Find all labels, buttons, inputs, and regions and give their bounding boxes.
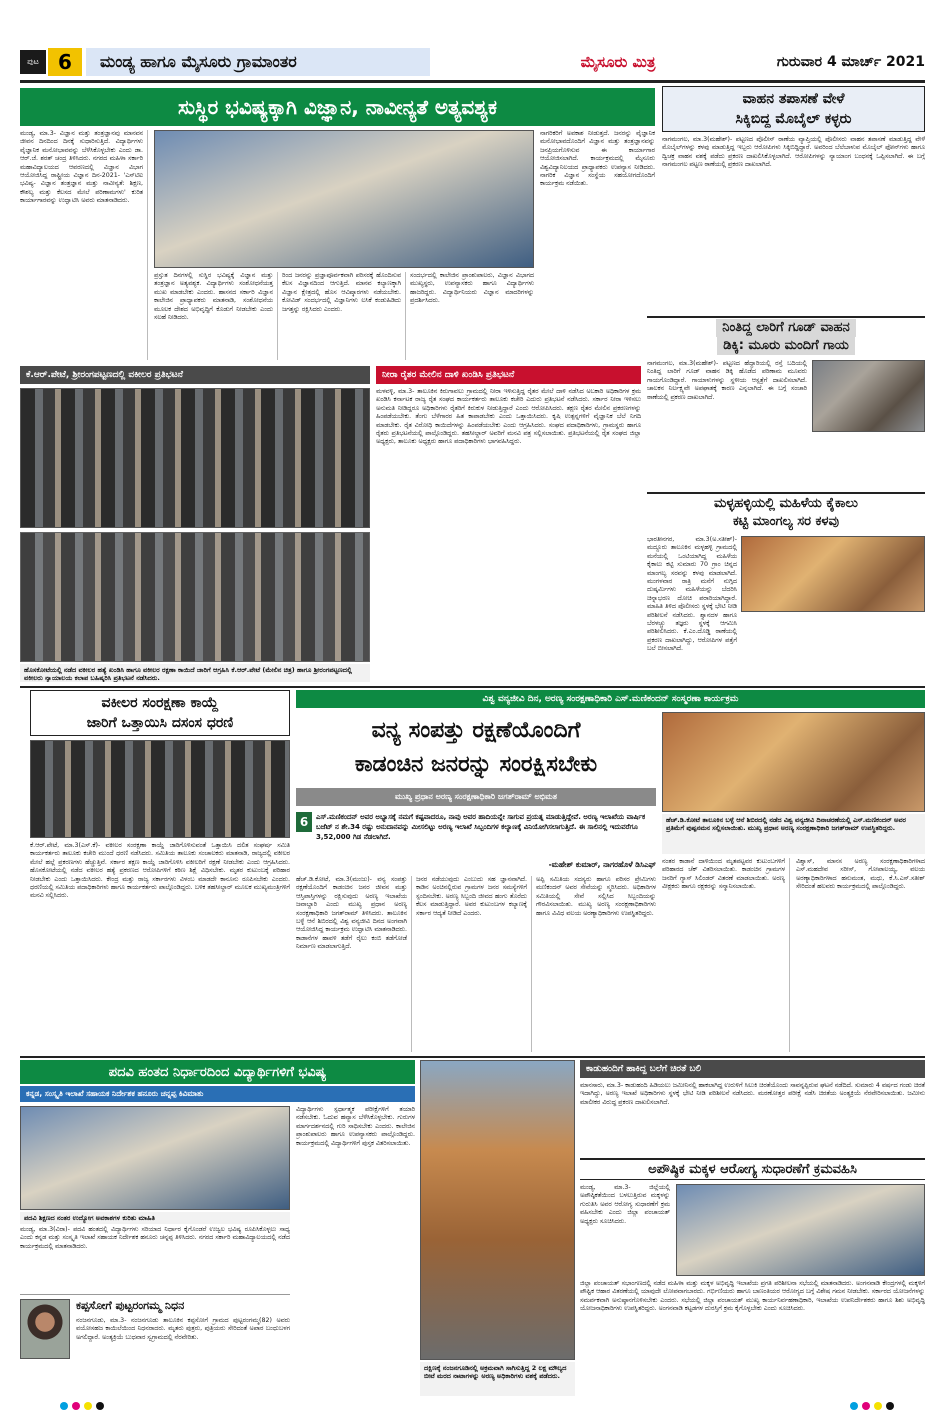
lead-body-col4: ಸಂದರ್ಭದಲ್ಲಿ ಕಾಲೇಜಿನ ಪ್ರಾಂಶುಪಾಲರು, ವಿಜ್ಞಾನ ವಿಭಾಗದ ಮುಖ್ಯಸ್ಥರು, ಉಪನ್ಯಾಸಕರು ಹಾಗೂ ವಿದ್ಯಾರ್ಥಿಗಳು ಹಾಜರಿದ್ದರು. ವಿದ್ಯಾರ್ಥಿನಿಯರು ವಿಜ್ಞಾನ ಮಾದರಿಗಳನ್ನು ಪ್ರದರ್ಶಿಸಿದರು. bbox=[410, 272, 534, 305]
nutrition-body-left: ಮಂಡ್ಯ, ಮಾ.3- ಜಿಲ್ಲೆಯಲ್ಲಿ ಅಪೌಷ್ಠಿಕತೆಯಿಂದ ಬಳಲುತ್ತಿರುವ ಮಕ್ಕಳನ್ನು ಗುರುತಿಸಿ ಅವರ ಆರೋಗ್ಯ ಸುಧಾರಣೆಗೆ ಕ್ರಮ ವಹಿಸಬೇಕು ಎಂದು ಜಿಲ್ಲಾ ಪಂಚಾಯತ್ ಅಧ್ಯಕ್ಷರು ಸೂಚಿಸಿದರು. bbox=[580, 1184, 670, 1225]
goods-vehicle-headline-line1: ನಿಂತಿದ್ದ ಲಾರಿಗೆ ಗೂಡ್ ವಾಹನ bbox=[716, 319, 855, 337]
lawyers-dharna-photo bbox=[30, 740, 290, 838]
page-label: ಪುಟ bbox=[20, 50, 46, 74]
wildlife-quote: ಎಸ್.ಮಣಿಕಂದನ್ ಅವರ ಅಭ್ಯಾಸಕ್ಕೆ ನಮಗೆ ಕಷ್ಟವಾದರೂ, ನಾವು ಅವರ ಹಾದಿಯನ್ನೇ ಸಾಗುವ ಪ್ರಯತ್ನ ಮಾಡುತ್ತಿದ್ದೇವೆ. ಅರಣ್ಯ ಇಲಾಖೆಯ ವಾರ್ಷಿಕ ಬಜೆಟ್ ನ ಶೇ.34 ರಷ್ಟು ಅನುದಾನವನ್ನು ಮೀಸಲಿಟ್ಟು ಅರಣ್ಯ ಇಲಾಖೆ ಸಿಬ್ಬಂದಿಗಳ ಕಲ್ಯಾಣಕ್ಕೆ ವಿನಿಯೋಗಿಸಲಾಗುತ್ತಿದೆ. ಈ ಸಾಲಿನಲ್ಲಿ ಇದುವರೆಗೂ 3,52,000 ಗಿಡ ನೆಡಲಾಗಿದೆ. bbox=[316, 813, 646, 841]
page-number: 6 bbox=[48, 48, 82, 76]
students-body-right: ವಿದ್ಯಾರ್ಥಿಗಳು ಸ್ಪರ್ಧಾತ್ಮಕ ಪರೀಕ್ಷೆಗಳಿಗೆ ತಯಾರಿ ನಡೆಸಬೇಕು. ಓದುವ ಹವ್ಯಾಸ ಬೆಳೆಸಿಕೊಳ್ಳಬೇಕು. ಗುರುಗಳ ಮಾರ್ಗದರ್ಶನದಲ್ಲಿ ಗುರಿ ಸಾಧಿಸಬೇಕು ಎಂದರು. ಕಾಲೇಜಿನ ಪ್ರಾಂಶುಪಾಲರು ಹಾಗೂ ಉಪನ್ಯಾಸಕರು ಪಾಲ್ಗೊಂಡಿದ್ದರು. ಕಾರ್ಯಕ್ರಮದಲ್ಲಿ ವಿದ್ಯಾರ್ಥಿಗಳಿಗೆ ಪುಸ್ತಕ ವಿತರಿಸಲಾಯಿತು. bbox=[296, 1106, 415, 1147]
registration-mark-magenta bbox=[72, 1402, 80, 1410]
registration-mark-magenta-2 bbox=[862, 1402, 870, 1410]
wildlife-byline: -ಮಹೇಶ್ ಕುಮಾರ್, ನಾಗರಹೊಳೆ ಡಿಸಿಎಫ್ bbox=[548, 860, 656, 869]
students-photo-caption: ಪದವಿ ಶಿಕ್ಷಣದ ನಂತರ ಉದ್ಯೋಗ ಅವಕಾಶಗಳ ಕುರಿತು ಮಾಹಿತಿ bbox=[20, 1212, 290, 1224]
farmers-protest-label: ನೀರಾ ರೈತರ ಮೇಲಿನ ದಾಳಿ ಖಂಡಿಸಿ ಪ್ರತಿಭಟನೆ bbox=[376, 366, 641, 384]
students-subhead: ಕನ್ನಡ, ಸಂಸ್ಕೃತಿ ಇಲಾಖೆ ಸಹಾಯಕ ನಿರ್ದೇಶಕ ಹನೂರು ಚನ್ನಪ್ಪ ಕಿವಿಮಾತು bbox=[20, 1086, 415, 1102]
wildlife-photo bbox=[662, 712, 925, 812]
timber-caption: ದಕ್ಷಿಣಕ್ಕೆ ನಂಜನಗೂಡಿನಲ್ಲಿ ಅಕ್ರಮವಾಗಿ ಸಾಗಿಸುತ್ತಿದ್ದ 2 ಲಕ್ಷ ಮೌಲ್ಯದ ಬೀಟೆ ಮರದ ನಾಟಾಗಳನ್ನು ಅರಣ್ಯ ಅಧಿಕಾರಿಗಳು ವಶಕ್ಕೆ ಪಡೆದರು. bbox=[420, 1362, 575, 1396]
wildlife-body-col2: ಜನರ ನಡೆಯುವುದು ಎಂಬುದು ಸಹ ಜ್ಞಾನವಾಗಿದೆ. ಕಾಡಿನ ಅಂಚಿನಲ್ಲಿರುವ ಗ್ರಾಮಗಳ ಜನರ ಸಮಸ್ಯೆಗಳಿಗೆ ಸ್ಪಂದಿಸಬೇಕು. ಅರಣ್ಯ ಸಿಬ್ಬಂದಿ ಜೀವದ ಹಂಗು ತೊರೆದು ಕೆಲಸ ಮಾಡುತ್ತಿದ್ದಾರೆ. ಅವರ ಕುಟುಂಬಗಳ ಕಲ್ಯಾಣಕ್ಕೆ ಸರ್ಕಾರ ಆದ್ಯತೆ ನೀಡಿದೆ ಎಂದರು. bbox=[416, 876, 532, 1052]
registration-mark-black-2 bbox=[886, 1402, 894, 1410]
section-title: ಮಂಡ್ಯ ಹಾಗೂ ಮೈಸೂರು ಗ್ರಾಮಾಂತರ bbox=[86, 48, 430, 76]
goods-vehicle-body: ನಾಗಮಂಗಲ, ಮಾ.3(ಮಹೇಶ್)- ಪಟ್ಟಣದ ಹೆದ್ದಾರಿಯಲ್ಲಿ ರಸ್ತೆ ಬದಿಯಲ್ಲಿ ನಿಂತಿದ್ದ ಲಾರಿಗೆ ಗೂಡ್ ವಾಹನ ಡಿಕ್ಕಿ ಹೊಡೆದ ಪರಿಣಾಮ ಮೂವರು ಗಾಯಗೊಂಡಿದ್ದಾರೆ. ಗಾಯಾಳುಗಳನ್ನು ಸ್ಥಳೀಯ ಆಸ್ಪತ್ರೆಗೆ ದಾಖಲಿಸಲಾಗಿದೆ. ಚಾಲಕನ ನಿರ್ಲಕ್ಷ್ಯವೇ ಅಪಘಾತಕ್ಕೆ ಕಾರಣ ಎನ್ನಲಾಗಿದೆ. ಈ ಬಗ್ಗೆ ಸಂಚಾರಿ ಠಾಣೆಯಲ್ಲಿ ಪ್ರಕರಣ ದಾಖಲಾಗಿದೆ. bbox=[647, 360, 807, 401]
wildlife-body-col1: ಹೆಚ್.ಡಿ.ಕೋಟೆ, ಮಾ.3(ಮಂಜು)- ವನ್ಯ ಸಂಪತ್ತು ರಕ್ಷಣೆಯೊಂದಿಗೆ ಕಾಡಂಚಿನ ಜನರ ಜೀವನ ಮತ್ತು ಆಸ್ತಿಪಾಸ್ತಿಗಳನ್ನು ರಕ್ಷಿಸುವುದು ಅರಣ್ಯ ಇಲಾಖೆಯ ಜವಾಬ್ದಾರಿ ಎಂದು ಮುಖ್ಯ ಪ್ರಧಾನ ಅರಣ್ಯ ಸಂರಕ್ಷಣಾಧಿಕಾರಿ ಜಗತ್‌ರಾಮ್ ತಿಳಿಸಿದರು. ತಾಲೂಕಿನ ಬಳ್ಳೆ ಆನೆ ಶಿಬಿರದಲ್ಲಿ ವಿಶ್ವ ವನ್ಯಜೀವಿ ದಿನದ ಅಂಗವಾಗಿ ಆಯೋಜಿಸಿದ್ದ ಕಾರ್ಯಕ್ರಮ ಉದ್ಘಾಟಿಸಿ ಮಾತನಾಡಿದರು. ಕಾಡಾನೆಗಳ ಹಾವಳಿ ತಡೆಗೆ ರೈಲು ಕಂಬಿ ತಡೆಗೋಡೆ ನಿರ್ಮಾಣ ಮಾಡಲಾಗುತ್ತಿದೆ. bbox=[296, 876, 412, 1052]
masthead-logo: ಮೈಸೂರು ಮಿತ್ರ bbox=[580, 53, 656, 71]
lawyers-protest-caption: ಹೊಸಕೋಟೆಯಲ್ಲಿ ನಡೆದ ವಕೀಲರ ಹತ್ಯೆ ಖಂಡಿಸಿ ಹಾಗೂ ವಕೀಲರ ರಕ್ಷಣಾ ಕಾಯಿದೆ ಜಾರಿಗೆ ಆಗ್ರಹಿಸಿ ಕೆ.ಆರ್.ಪೇಟೆ (ಮೇಲಿನ ಚಿತ್ರ) ಹಾಗೂ ಶ್ರೀರಂಗಪಟ್ಟಣದಲ್ಲಿ ವಕೀಲರು ನ್ಯಾಯಾಲಯ ಕಲಾಪ ಬಹಿಷ್ಕರಿಸಿ ಪ್ರತಿಭಟನೆ ನಡೆಸಿದರು. bbox=[20, 664, 370, 682]
accident-photo bbox=[812, 360, 925, 432]
lawyers-protest-label: ಕೆ.ಆರ್.ಪೇಟೆ, ಶ್ರೀರಂಗಪಟ್ಟಣದಲ್ಲಿ ವಕೀಲರ ಪ್ರತಿಭಟನೆ bbox=[20, 366, 370, 384]
lawyers-dharna-body: ಕೆ.ಆರ್.ಪೇಟೆ, ಮಾ.3(ಎಸ್.ಕೆ)- ವಕೀಲರ ಸಂರಕ್ಷಣಾ ಕಾಯ್ದೆ ಜಾರಿಗೊಳಿಸುವಂತೆ ಒತ್ತಾಯಿಸಿ ದಲಿತ ಸಂಘರ್ಷ ಸಮಿತಿ ಕಾರ್ಯಕರ್ತರು ತಾಲೂಕು ಕಚೇರಿ ಮುಂದೆ ಧರಣಿ ನಡೆಸಿದರು. ಸಮಿತಿಯ ತಾಲೂಕು ಸಂಚಾಲಕರು ಮಾತನಾಡಿ, ರಾಜ್ಯದಲ್ಲಿ ವಕೀಲರ ಮೇಲೆ ಹಲ್ಲೆ ಪ್ರಕರಣಗಳು ಹೆಚ್ಚುತ್ತಿವೆ. ಸರ್ಕಾರ ತಕ್ಷಣ ಕಾಯ್ದೆ ಜಾರಿಗೊಳಿಸಿ ವಕೀಲರಿಗೆ ರಕ್ಷಣೆ ನೀಡಬೇಕು ಎಂದು ಆಗ್ರಹಿಸಿದರು. ಹೊಸಕೋಟೆಯಲ್ಲಿ ನಡೆದ ವಕೀಲರ ಹತ್ಯೆ ಪ್ರಕರಣದ ಆರೋಪಿಗಳಿಗೆ ಕಠಿಣ ಶಿಕ್ಷೆ ವಿಧಿಸಬೇಕು. ಮೃತರ ಕುಟುಂಬಕ್ಕೆ ಪರಿಹಾರ ನೀಡಬೇಕು ಎಂದು ಒತ್ತಾಯಿಸಿದರು. ಕೇಂದ್ರ ಮತ್ತು ರಾಜ್ಯ ಸರ್ಕಾರಗಳು ವಿಳಂಬ ಮಾಡದೇ ಕಾನೂನು ರೂಪಿಸಬೇಕು ಎಂದರು. ಧರಣಿಯಲ್ಲಿ ಸಮಿತಿಯ ಪದಾಧಿಕಾರಿಗಳು ಹಾಗೂ ಕಾರ್ಯಕರ್ತರು ಪಾಲ್ಗೊಂಡಿದ್ದರು. ಬಳಿಕ ತಹಸೀಲ್ದಾರ್ ಮೂಲಕ ಮುಖ್ಯಮಂತ್ರಿಗಳಿಗೆ ಮನವಿ ಸಲ್ಲಿಸಿದರು. bbox=[30, 842, 290, 900]
chain-snatch-photo bbox=[741, 536, 925, 612]
wildlife-photo-caption: ಹೆಚ್.ಡಿ.ಕೋಟೆ ತಾಲೂಕಿನ ಬಳ್ಳೆ ಆನೆ ಶಿಬಿರದಲ್ಲಿ ನಡೆದ ವಿಶ್ವ ವನ್ಯಜೀವಿ ದಿನಾಚರಣೆಯಲ್ಲಿ ಎಸ್.ಮಣಿಕಂದನ್ ಅವರ ಪ್ರತಿಮೆಗೆ ಪುಷ್ಪನಮನ ಸಲ್ಲಿಸಲಾಯಿತು. ಮುಖ್ಯ ಪ್ರಧಾನ ಅರಣ್ಯ ಸಂರಕ್ಷಣಾಧಿಕಾರಿ ಜಗತ್‌ರಾಮ್ ಉಪಸ್ಥಿತರಿದ್ದರು. bbox=[662, 814, 925, 854]
registration-mark-cyan-2 bbox=[850, 1402, 858, 1410]
wildlife-headline-line1: ವನ್ಯ ಸಂಪತ್ತು ರಕ್ಷಣೆಯೊಂದಿಗೆ bbox=[371, 718, 581, 743]
wildlife-quote-number: 6 bbox=[296, 812, 312, 832]
wildlife-body-col3: ಅಪ್ಪಿ ಸಮಿತಿಯ ಸದಸ್ಯರು ಹಾಗೂ ಪರಿಸರ ಪ್ರೇಮಿಗಳು ಮಣಿಕಂದನ್ ಅವರ ಸೇವೆಯನ್ನು ಸ್ಮರಿಸಿದರು. ಅಧಿಕಾರಿಗಳ ಸಮಿತಿಯಲ್ಲಿ ಸೇವೆ ಸಲ್ಲಿಸಿದ ಸಿಬ್ಬಂದಿಯನ್ನು ಗೌರವಿಸಲಾಯಿತು. ಮುಖ್ಯ ಅರಣ್ಯ ಸಂರಕ್ಷಣಾಧಿಕಾರಿಗಳು ಹಾಗೂ ವಿವಿಧ ವಲಯ ಅರಣ್ಯಾಧಿಕಾರಿಗಳು ಉಪಸ್ಥಿತರಿದ್ದರು. bbox=[536, 876, 656, 917]
lead-photo bbox=[154, 130, 534, 268]
goods-vehicle-headline bbox=[647, 316, 925, 356]
lawyers-dharna-headline-line2: ಜಾರಿಗೆ ಒತ್ತಾಯಿಸಿ ದಸಂಸ ಧರಣಿ bbox=[86, 715, 234, 731]
mobile-thieves-headline-line1: ವಾಹನ ತಪಾಸಣೆ ವೇಳೆ bbox=[742, 91, 845, 107]
chain-snatch-body-col1: ಭಾರತೀನಗರ, ಮಾ.3(ಅ.ಸತೀಶ್)- ಮದ್ದೂರು ತಾಲೂಕಿನ ಮಳ್ಳಹಳ್ಳಿ ಗ್ರಾಮದಲ್ಲಿ ಮನೆಯಲ್ಲಿ ಒಂಟಿಯಾಗಿದ್ದ ಮಹಿಳೆಯ ಕೈಕಾಲು ಕಟ್ಟಿ ಸುಮಾರು 70 ಗ್ರಾಂ ಚಿನ್ನದ ಮಾಂಗಲ್ಯ ಸರವನ್ನು ಕಳವು ಮಾಡಲಾಗಿದೆ. ಮಂಗಳವಾರ ರಾತ್ರಿ ಮನೆಗೆ ನುಗ್ಗಿದ ದುಷ್ಕರ್ಮಿಗಳು ಮಹಿಳೆಯನ್ನು ಬೆದರಿಸಿ ಚಿನ್ನಾಭರಣ ದೋಚಿ ಪರಾರಿಯಾಗಿದ್ದಾರೆ. ಮಾಹಿತಿ ತಿಳಿದ ಪೊಲೀಸರು ಸ್ಥಳಕ್ಕೆ ಭೇಟಿ ನೀಡಿ ಪರಿಶೀಲನೆ ನಡೆಸಿದರು. ಶ್ವಾನದಳ ಹಾಗೂ ಬೆರಳಚ್ಚು ತಜ್ಞರು ಸ್ಥಳಕ್ಕೆ ಆಗಮಿಸಿ ಪರಿಶೀಲಿಸಿದರು. ಕೆ.ಎಂ.ದೊಡ್ಡಿ ಠಾಣೆಯಲ್ಲಿ ಪ್ರಕರಣ ದಾಖಲಾಗಿದ್ದು, ಆರೋಪಿಗಳ ಪತ್ತೆಗೆ ಬಲೆ ಬೀಸಲಾಗಿದೆ. bbox=[647, 536, 737, 653]
lead-body-col2: ಪ್ರಸ್ತುತ ದಿನಗಳಲ್ಲಿ ಸುಸ್ಥಿರ ಭವಿಷ್ಯಕ್ಕೆ ವಿಜ್ಞಾನ ಮತ್ತು ತಂತ್ರಜ್ಞಾನ ಅತ್ಯವಶ್ಯಕ. ವಿದ್ಯಾರ್ಥಿಗಳು ಸಂಶೋಧನೆಯತ್ತ ಮುಖ ಮಾಡಬೇಕು ಎಂದರು. ಹಾಸನದ ಸರ್ಕಾರಿ ವಿಜ್ಞಾನ ಕಾಲೇಜಿನ ಪ್ರಾಧ್ಯಾಪಕರು ಮಾತನಾಡಿ, ಸಂಶೋಧನೆಯ ಮೂಲಕ ದೇಶದ ಅಭಿವೃದ್ಧಿಗೆ ಕೊಡುಗೆ ನೀಡಬೇಕು ಎಂದು ಸಲಹೆ ನೀಡಿದರು. bbox=[154, 272, 278, 360]
lawyers-dharna-headline-line1: ವಕೀಲರ ಸಂರಕ್ಷಣಾ ಕಾಯ್ದೆ bbox=[101, 695, 219, 711]
mobile-thieves-headline-line2: ಸಿಕ್ಕಿಬಿದ್ದ ಮೊಬೈಲ್ ಕಳ್ಳರು bbox=[735, 111, 852, 127]
obituary-body: ನಂಜನಗೂಡು, ಮಾ.3- ನಂಜನಗೂಡು ತಾಲೂಕಿನ ಕಪ್ಪಸೋಗೆ ಗ್ರಾಮದ ಪುಟ್ಟರಂಗಮ್ಮ(82) ಅವರು ವಯೋಸಹಜ ಕಾಯಿಲೆಯಿಂದ ನಿಧನರಾದರು. ಮೃತರು ಪುತ್ರರು, ಪುತ್ರಿಯರು ಸೇರಿದಂತೆ ಅಪಾರ ಬಂಧುಬಳಗ ಅಗಲಿದ್ದಾರೆ. ಅಂತ್ಯಕ್ರಿಯೆ ಬುಧವಾರ ಸ್ವಗ್ರಾಮದಲ್ಲಿ ನೆರವೇರಿತು. bbox=[76, 1317, 290, 1341]
nutrition-photo bbox=[676, 1184, 925, 1276]
timber-seizure-photo bbox=[420, 1060, 575, 1360]
obituary-headline: ಕಪ್ಪಸೋಗೆ ಪುಟ್ಟರಂಗಮ್ಮ ನಿಧನ bbox=[76, 1299, 185, 1312]
obituary-box bbox=[20, 1294, 290, 1396]
goods-vehicle-headline-line2: ಡಿಕ್ಕಿ: ಮೂರು ಮಂದಿಗೆ ಗಾಯ bbox=[717, 337, 855, 355]
leopard-label: ಕಾಡುಹಂದಿಗೆ ಹಾಕಿದ್ದ ಬಲೆಗೆ ಚಿರತೆ ಬಲಿ bbox=[580, 1060, 925, 1078]
leopard-body: ಮಾನಸಾರು, ಮಾ.3- ಕಾಡುಹಂದಿ ಹಿಡಿಯಲು ಜಮೀನಿನಲ್ಲಿ ಹಾಕಲಾಗಿದ್ದ ಉರುಳಿಗೆ ಸಿಲುಕಿ ಚಿರತೆಯೊಂದು ಸಾವನ್ನಪ್ಪಿರುವ ಘಟನೆ ನಡೆದಿದೆ. ಸುಮಾರು 4 ವರ್ಷದ ಗಂಡು ಚಿರತೆ ಇದಾಗಿದ್ದು, ಅರಣ್ಯ ಇಲಾಖೆ ಅಧಿಕಾರಿಗಳು ಸ್ಥಳಕ್ಕೆ ಭೇಟಿ ನೀಡಿ ಪರಿಶೀಲನೆ ನಡೆಸಿದರು. ಮರಣೋತ್ತರ ಪರೀಕ್ಷೆ ನಡೆಸಿ ಚಿರತೆಯ ಅಂತ್ಯಕ್ರಿಯೆ ನೆರವೇರಿಸಲಾಯಿತು. ಜಮೀನು ಮಾಲೀಕರ ವಿರುದ್ಧ ಪ್ರಕರಣ ದಾಖಲಿಸಲಾಗಿದೆ. bbox=[580, 1082, 925, 1106]
header-divider bbox=[20, 80, 925, 83]
wildlife-quote-box bbox=[296, 812, 656, 872]
registration-mark-cyan bbox=[60, 1402, 68, 1410]
wildlife-body-col5: ವಿಶ್ವಾಸ್, ಮಾನಸ ಅರಣ್ಯ ಸಂರಕ್ಷಣಾಧಿಕಾರಿಗಳಾದ ಎಸ್.ಮಹದೇವ ಸರೀಸ್, ಗೋಪಾಲಯ್ಯ, ವಲಯ ಅರಣ್ಯಾಧಿಕಾರಿಗಳಾದ ಹನುಮಂತ, ಮಧು, ಕೆ.ಸಿ.ಎಸ್.ಸತೀಶ್ ಸೇರಿದಂತೆ ಹಲವರು ಕಾರ್ಯಕ್ರಮದಲ್ಲಿ ಪಾಲ್ಗೊಂಡಿದ್ದರು. bbox=[796, 858, 925, 891]
wildlife-body-col4: ನಂತರ ಕಾಡಾನೆ ದಾಳಿಯಿಂದ ಮೃತಪಟ್ಟವರ ಕುಟುಂಬಗಳಿಗೆ ಪರಿಹಾರದ ಚೆಕ್ ವಿತರಿಸಲಾಯಿತು. ಕಾಡಂಚಿನ ಗ್ರಾಮಗಳ ಜನರಿಗೆ ಗ್ಯಾಸ್ ಸಿಲಿಂಡರ್ ವಿತರಣೆ ಮಾಡಲಾಯಿತು. ಅರಣ್ಯ ವೀಕ್ಷಕರು ಹಾಗೂ ರಕ್ಷಕರನ್ನು ಸನ್ಮಾನಿಸಲಾಯಿತು. bbox=[662, 858, 790, 1052]
wildlife-banner: ವಿಶ್ವ ವನ್ಯಜೀವಿ ದಿನ, ಅರಣ್ಯ ಸಂರಕ್ಷಣಾಧಿಕಾರಿ ಎಸ್.ಮಣಿಕಂದನ್ ಸಂಸ್ಮರಣಾ ಕಾರ್ಯಕ್ರಮ bbox=[296, 690, 925, 708]
section-divider-2 bbox=[20, 1056, 925, 1058]
registration-mark-yellow-2 bbox=[874, 1402, 882, 1410]
nutrition-body: ಜಿಲ್ಲಾ ಪಂಚಾಯತ್ ಸಭಾಂಗಣದಲ್ಲಿ ನಡೆದ ಮಹಿಳಾ ಮತ್ತು ಮಕ್ಕಳ ಅಭಿವೃದ್ಧಿ ಇಲಾಖೆಯ ಪ್ರಗತಿ ಪರಿಶೀಲನಾ ಸಭೆಯಲ್ಲಿ ಮಾತನಾಡಿದರು. ಅಂಗನವಾಡಿ ಕೇಂದ್ರಗಳಲ್ಲಿ ಮಕ್ಕಳಿಗೆ ಪೌಷ್ಟಿಕ ಆಹಾರ ವಿತರಣೆಯಲ್ಲಿ ಯಾವುದೇ ಲೋಪವಾಗಬಾರದು. ಗರ್ಭಿಣಿಯರು ಹಾಗೂ ಬಾಣಂತಿಯರ ಆರೋಗ್ಯದ ಬಗ್ಗೆ ವಿಶೇಷ ಗಮನ ನೀಡಬೇಕು. ಸರ್ಕಾರದ ಯೋಜನೆಗಳನ್ನು ಸಮರ್ಪಕವಾಗಿ ಅನುಷ್ಠಾನಗೊಳಿಸಬೇಕು ಎಂದರು. ಸಭೆಯಲ್ಲಿ ಜಿಲ್ಲಾ ಪಂಚಾಯತ್ ಮುಖ್ಯ ಕಾರ್ಯನಿರ್ವಹಣಾಧಿಕಾರಿ, ಇಲಾಖೆಯ ಉಪನಿರ್ದೇಶಕರು ಹಾಗೂ ಶಿಶು ಅಭಿವೃದ್ಧಿ ಯೋಜನಾಧಿಕಾರಿಗಳು ಉಪಸ್ಥಿತರಿದ್ದರು. ಅಂಗನವಾಡಿ ಕಟ್ಟಡಗಳ ದುರಸ್ತಿಗೆ ಕ್ರಮ ಕೈಗೊಳ್ಳಬೇಕು ಎಂದು ಸೂಚಿಸಿದರು. bbox=[580, 1280, 925, 1313]
chain-snatch-headline-line1: ಮಳ್ಳಹಳ್ಳಿಯಲ್ಲಿ ಮಹಿಳೆಯ ಕೈಕಾಲು bbox=[714, 496, 858, 511]
lead-headline: ಸುಸ್ಥಿರ ಭವಿಷ್ಯಕ್ಕಾಗಿ ವಿಜ್ಞಾನ, ನಾವೀನ್ಯತೆ ಅತ್ಯವಶ್ಯಕ bbox=[20, 88, 655, 126]
page-header bbox=[20, 44, 925, 80]
lead-body-col3: ರಿಂದ ಜನರನ್ನು ಪ್ರಜ್ಞಾಪೂರ್ವಕವಾಗಿ ಪರಿಸರಕ್ಕೆ ಹೊಂದಿಸುವ ಕೆಲಸ ವಿಜ್ಞಾನದಿಂದ ಆಗುತ್ತಿದೆ. ಮಾನವ ಕಲ್ಯಾಣಕ್ಕಾಗಿ ವಿಜ್ಞಾನ ಕ್ಷೇತ್ರದಲ್ಲಿ ಹೊಸ ಆವಿಷ್ಕಾರಗಳು ನಡೆಯಬೇಕು. ಕೋವಿಡ್ ಸಂದರ್ಭದಲ್ಲಿ ವಿಜ್ಞಾನಿಗಳು ಲಸಿಕೆ ಕಂಡುಹಿಡಿದು ಜಗತ್ತನ್ನು ರಕ್ಷಿಸಿದರು ಎಂದರು. bbox=[282, 272, 406, 360]
obituary-photo bbox=[20, 1299, 70, 1359]
lawyers-dharna-headline bbox=[30, 690, 290, 736]
farmers-protest-body: ಮಳವಳ್ಳಿ, ಮಾ.3- ತಾಲೂಕಿನ ಕಿರುಗಾವಲು ಗ್ರಾಮದಲ್ಲಿ ನೀರಾ ಇಳಿಸುತ್ತಿದ್ದ ರೈತರ ಮೇಲೆ ದಾಳಿ ನಡೆಸಿದ ಅಬಕಾರಿ ಅಧಿಕಾರಿಗಳ ಕ್ರಮ ಖಂಡಿಸಿ ಕರ್ನಾಟಕ ರಾಜ್ಯ ರೈತ ಸಂಘದ ಕಾರ್ಯಕರ್ತರು ತಾಲೂಕು ಕಚೇರಿ ಎದುರು ಪ್ರತಿಭಟನೆ ನಡೆಸಿದರು. ಸರ್ಕಾರ ನೀರಾ ಇಳಿಸಲು ಅನುಮತಿ ನೀಡಿದ್ದರೂ ಅಧಿಕಾರಿಗಳು ರೈತರಿಗೆ ಕಿರುಕುಳ ನೀಡುತ್ತಿದ್ದಾರೆ ಎಂದು ಆರೋಪಿಸಿದರು. ತಕ್ಷಣ ರೈತರ ಮೇಲಿನ ಪ್ರಕರಣಗಳನ್ನು ಹಿಂಪಡೆಯಬೇಕು. ತೆಂಗು ಬೆಳೆಗಾರರ ಹಿತ ಕಾಪಾಡಬೇಕು ಎಂದು ಒತ್ತಾಯಿಸಿದರು. ಕೃಷಿ ಉತ್ಪನ್ನಗಳಿಗೆ ವೈಜ್ಞಾನಿಕ ಬೆಲೆ ನಿಗದಿ ಮಾಡಬೇಕು. ರೈತ ವಿರೋಧಿ ಕಾಯಿದೆಗಳನ್ನು ಹಿಂಪಡೆಯಬೇಕು ಎಂದು ಆಗ್ರಹಿಸಿದರು. ಸಂಘದ ಪದಾಧಿಕಾರಿಗಳು, ಗ್ರಾಮಸ್ಥರು ಹಾಗೂ ರೈತರು ಪ್ರತಿಭಟನೆಯಲ್ಲಿ ಪಾಲ್ಗೊಂಡಿದ್ದರು. ತಹಸೀಲ್ದಾರ್ ಅವರಿಗೆ ಮನವಿ ಪತ್ರ ಸಲ್ಲಿಸಲಾಯಿತು. ಪ್ರತಿಭಟನೆಯಲ್ಲಿ ರೈತ ಸಂಘದ ಜಿಲ್ಲಾ ಅಧ್ಯಕ್ಷರು, ತಾಲೂಕು ಅಧ್ಯಕ್ಷರು ಹಾಗೂ ಪದಾಧಿಕಾರಿಗಳು ಭಾಗವಹಿಸಿದ್ದರು. bbox=[376, 388, 641, 446]
mobile-thieves-body: ನಾಗಮಂಗಲ, ಮಾ.3(ಮಹೇಶ್)- ಪಟ್ಟಣದ ಪೊಲೀಸ್ ಠಾಣೆಯ ವ್ಯಾಪ್ತಿಯಲ್ಲಿ ಪೊಲೀಸರು ವಾಹನ ತಪಾಸಣೆ ಮಾಡುತ್ತಿದ್ದ ವೇಳೆ ಮೊಬೈಲ್‌ಗಳನ್ನು ಕಳವು ಮಾಡುತ್ತಿದ್ದ ಇಬ್ಬರು ಆರೋಪಿಗಳು ಸಿಕ್ಕಿಬಿದ್ದಿದ್ದಾರೆ. ಅವರಿಂದ ಬೆಲೆಬಾಳುವ ಮೊಬೈಲ್ ಫೋನ್‌ಗಳು ಹಾಗೂ ದ್ವಿಚಕ್ರ ವಾಹನ ವಶಕ್ಕೆ ಪಡೆದು ಪ್ರಕರಣ ದಾಖಲಿಸಿಕೊಳ್ಳಲಾಗಿದೆ. ಆರೋಪಿಗಳನ್ನು ನ್ಯಾಯಾಂಗ ಬಂಧನಕ್ಕೆ ಒಪ್ಪಿಸಲಾಗಿದೆ. ಈ ಬಗ್ಗೆ ನಾಗಮಂಗಲ ಪಟ್ಟಣ ಠಾಣೆಯಲ್ಲಿ ಪ್ರಕರಣ ದಾಖಲಾಗಿದೆ. bbox=[662, 136, 925, 169]
lawyers-protest-photo-2 bbox=[20, 532, 370, 662]
chain-snatch-headline-line2: ಕಟ್ಟಿ ಮಾಂಗಲ್ಯ ಸರ ಕಳವು bbox=[732, 514, 840, 529]
wildlife-subhead: ಮುಖ್ಯ ಪ್ರಧಾನ ಅರಣ್ಯ ಸಂರಕ್ಷಣಾಧಿಕಾರಿ ಜಗತ್‌ರಾಮ್ ಅಭಿಮತ bbox=[296, 788, 656, 806]
students-photo bbox=[20, 1106, 290, 1210]
lawyers-protest-photo-1 bbox=[20, 388, 370, 528]
section-divider bbox=[20, 686, 925, 688]
students-body-left: ಮಂಡ್ಯ, ಮಾ.3(ವಿರಾ)- ಪದವಿ ಹಂತದಲ್ಲಿ ವಿದ್ಯಾರ್ಥಿಗಳು ಸರಿಯಾದ ನಿರ್ಧಾರ ಕೈಗೊಂಡರೆ ಉಜ್ವಲ ಭವಿಷ್ಯ ರೂಪಿಸಿಕೊಳ್ಳಲು ಸಾಧ್ಯ ಎಂದು ಕನ್ನಡ ಮತ್ತು ಸಂಸ್ಕೃತಿ ಇಲಾಖೆ ಸಹಾಯಕ ನಿರ್ದೇಶಕ ಹನೂರು ಚನ್ನಪ್ಪ ತಿಳಿಸಿದರು. ನಗರದ ಸರ್ಕಾರಿ ಮಹಾವಿದ್ಯಾಲಯದಲ್ಲಿ ನಡೆದ ಕಾರ್ಯಕ್ರಮದಲ್ಲಿ ಮಾತನಾಡಿದರು. bbox=[20, 1226, 290, 1250]
mobile-thieves-headline bbox=[662, 86, 925, 132]
chain-snatch-headline bbox=[647, 492, 925, 532]
wildlife-headline-line2: ಕಾಡಂಚಿನ ಜನರನ್ನು ಸಂರಕ್ಷಿಸಬೇಕು bbox=[354, 752, 598, 777]
students-headline: ಪದವಿ ಹಂತದ ನಿರ್ಧಾರದಿಂದ ವಿದ್ಯಾರ್ಥಿಗಳಿಗೆ ಭವಿಷ್ಯ bbox=[20, 1060, 415, 1084]
lead-body-col1: ಮಂಡ್ಯ, ಮಾ.3- ವಿಜ್ಞಾನ ಮತ್ತು ತಂತ್ರಜ್ಞಾನವು ಮಾನವನ ಜೀವನ ದಿನದಿಂದ ದಿನಕ್ಕೆ ಸುಧಾರಿಸುತ್ತಿದೆ. ವಿದ್ಯಾರ್ಥಿಗಳು ವೈಜ್ಞಾನಿಕ ಮನೋಭಾವವನ್ನು ಬೆಳೆಸಿಕೊಳ್ಳಬೇಕು ಎಂದು ಡಾ. ಆರ್.ಜೆ. ಶರತ್ ಚಂದ್ರ ತಿಳಿಸಿದರು. ನಗರದ ಮಹಿಳಾ ಸರ್ಕಾರಿ ಮಹಾವಿದ್ಯಾಲಯದ ಆವರಣದಲ್ಲಿ ವಿಜ್ಞಾನ ವಿಭಾಗ ಆಯೋಜಿಸಿದ್ದ ರಾಷ್ಟ್ರೀಯ ವಿಜ್ಞಾನ ದಿನ-2021- 'ಎಸ್‌ಟಿಐ ಭವಿಷ್ಯ- ವಿಜ್ಞಾನ ತಂತ್ರಜ್ಞಾನ ಮತ್ತು ನಾವೀನ್ಯತೆ: ಶಿಕ್ಷಣ, ಕೌಶಲ್ಯ ಮತ್ತು ಕೆಲಸದ ಮೇಲೆ ಪರಿಣಾಮಗಳು' ಕುರಿತ ಕಾರ್ಯಾಗಾರವನ್ನು ಉದ್ಘಾಟಿಸಿ ಅವರು ಮಾತನಾಡಿದರು. bbox=[20, 130, 148, 360]
registration-mark-black bbox=[96, 1402, 104, 1410]
issue-date: ಗುರುವಾರ 4 ಮಾರ್ಚ್ 2021 bbox=[776, 54, 925, 70]
registration-mark-yellow bbox=[84, 1402, 92, 1410]
wildlife-headline bbox=[296, 712, 656, 784]
lead-body-col5: ನಾಗರಿಕರಿಗೆ ಅವಕಾಶ ನೀಡುತ್ತದೆ. ಜನರನ್ನು ವೈಜ್ಞಾನಿಕ ಮನೋಭಾವದೊಂದಿಗೆ ವಿಜ್ಞಾನ ಮತ್ತು ತಂತ್ರಜ್ಞಾನವನ್ನು ಜನಪ್ರಿಯಗೊಳಿಸುವ ಈ ಕಾರ್ಯಾಗಾರ ಆಯೋಜಿಸಲಾಗಿದೆ. ಕಾರ್ಯಕ್ರಮದಲ್ಲಿ ಮೈಸೂರು ವಿಶ್ವವಿದ್ಯಾನಿಲಯದ ಪ್ರಾಧ್ಯಾಪಕರು ಉಪನ್ಯಾಸ ನೀಡಿದರು. ನಾಗರಿಕ ವಿಜ್ಞಾನ ಸಂಸ್ಥೆಯ ಸಹಯೋಗದೊಂದಿಗೆ ಕಾರ್ಯಕ್ರಮ ನಡೆಯಿತು. bbox=[540, 130, 655, 188]
nutrition-headline: ಅಪೌಷ್ಠಿಕ ಮಕ್ಕಳ ಆರೋಗ್ಯ ಸುಧಾರಣೆಗೆ ಕ್ರಮವಹಿಸಿ bbox=[580, 1158, 925, 1180]
